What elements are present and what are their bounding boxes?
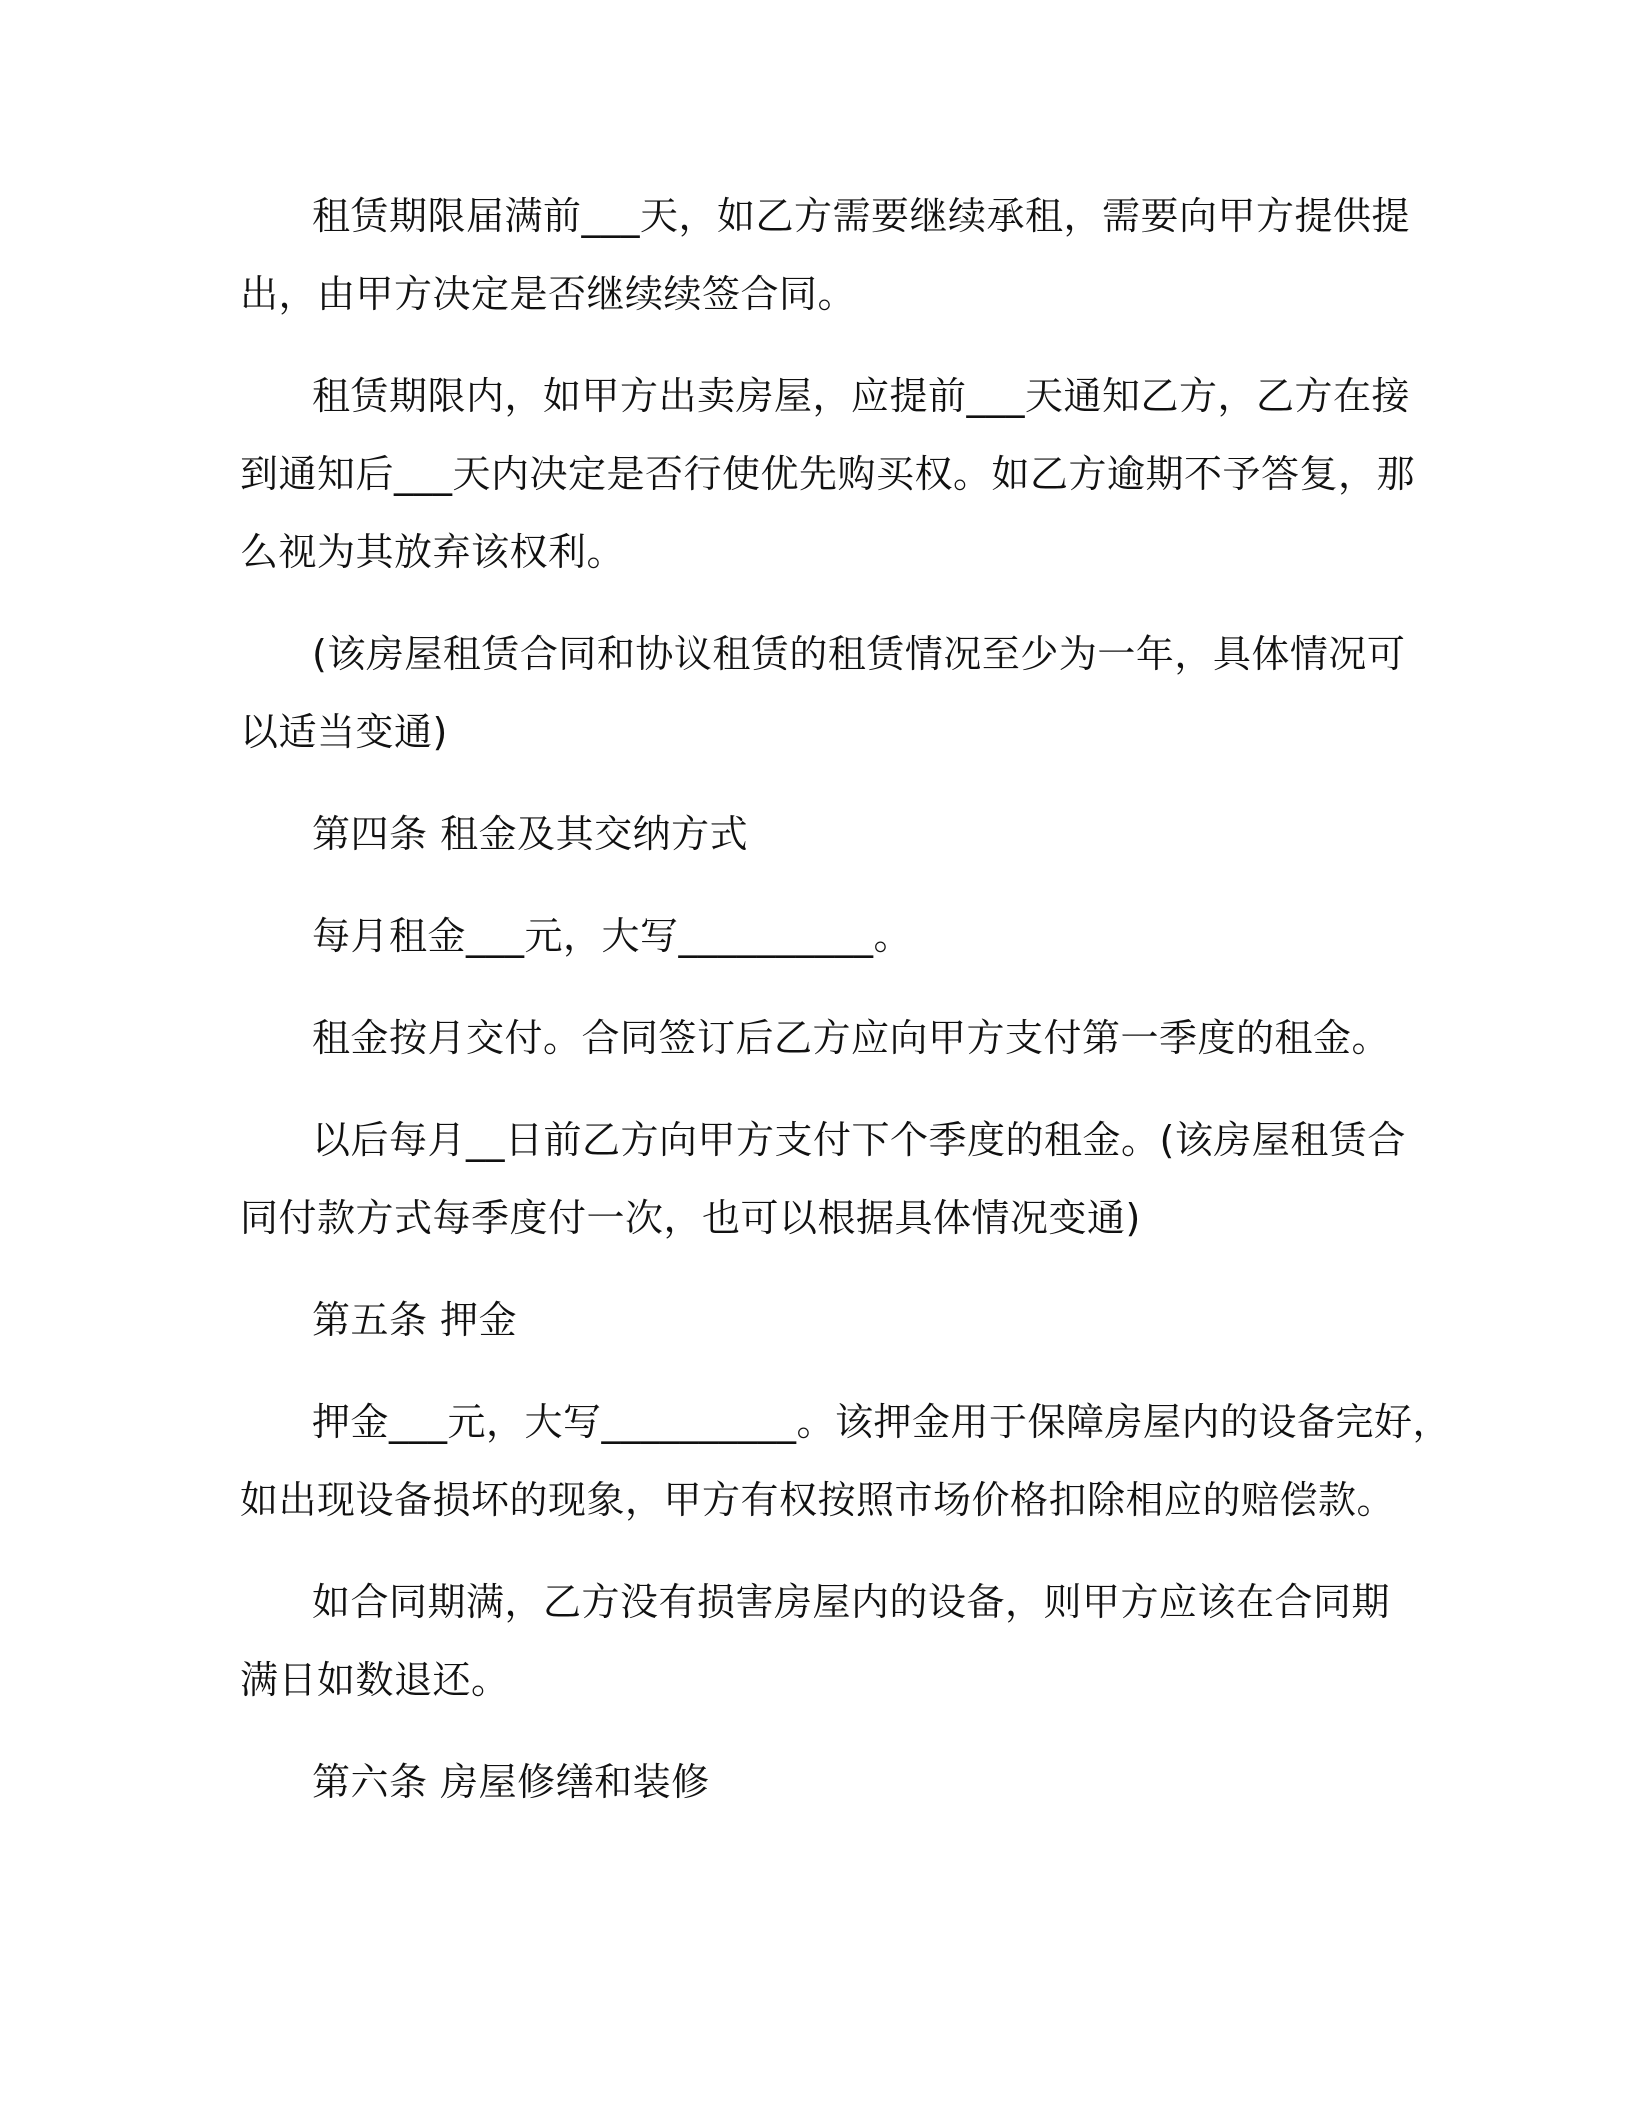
section-heading-article-5: 第五条 押金 xyxy=(312,1298,518,1342)
paragraph-deposit-line-2: 如出现设备损坏的现象，甲方有权按照市场价格扣除相应的赔偿款。 xyxy=(240,1478,1396,1522)
paragraph-subsequent-payments-line-2: 同付款方式每季度付一次，也可以根据具体情况变通) xyxy=(240,1196,1141,1240)
section-heading-article-6: 第六条 房屋修缮和装修 xyxy=(312,1760,710,1804)
paragraph-2-line-2: 到通知后___天内决定是否行使优先购买权。如乙方逾期不予答复，那 xyxy=(240,452,1416,496)
paragraph-rent-payment: 租金按月交付。合同签订后乙方应向甲方支付第一季度的租金。 xyxy=(312,1016,1391,1060)
paragraph-3-line-2: 以适当变通) xyxy=(240,710,448,754)
section-heading-article-4: 第四条 租金及其交纳方式 xyxy=(312,812,749,856)
paragraph-monthly-rent: 每月租金___元，大写__________。 xyxy=(312,914,913,958)
paragraph-subsequent-payments-line-1: 以后每月__日前乙方向甲方支付下个季度的租金。(该房屋租赁合 xyxy=(312,1118,1406,1162)
paragraph-deposit-refund-line-2: 满日如数退还。 xyxy=(240,1658,510,1702)
paragraph-deposit-refund-line-1: 如合同期满，乙方没有损害房屋内的设备，则甲方应该在合同期 xyxy=(312,1580,1391,1624)
paragraph-1-line-1: 租赁期限届满前___天，如乙方需要继续承租，需要向甲方提供提 xyxy=(312,194,1411,238)
paragraph-1-line-2: 出，由甲方决定是否继续续签合同。 xyxy=(240,272,857,316)
paragraph-2-line-3: 么视为其放弃该权利。 xyxy=(240,530,626,574)
paragraph-3-line-1: (该房屋租赁合同和协议租赁的租赁情况至少为一年，具体情况可 xyxy=(312,632,1406,676)
paragraph-deposit-line-1: 押金___元，大写__________。该押金用于保障房屋内的设备完好， xyxy=(312,1400,1452,1444)
paragraph-2-line-1: 租赁期限内，如甲方出卖房屋，应提前___天通知乙方，乙方在接 xyxy=(312,374,1411,418)
